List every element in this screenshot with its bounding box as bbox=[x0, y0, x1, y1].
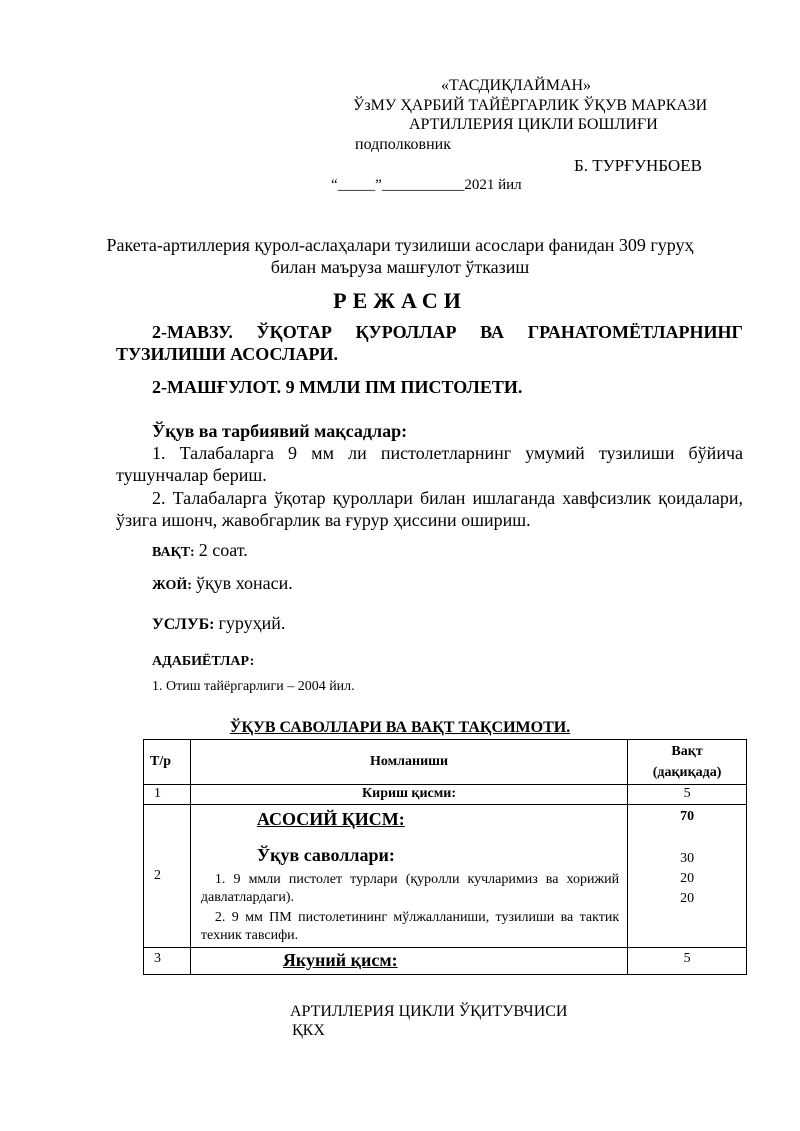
schedule-table-title: ЎҚУВ САВОЛЛАРИ ВА ВАҚТ ТАҚСИМОТИ. bbox=[229, 719, 571, 736]
approve-stamp-title: «ТАСДИҚЛАЙМАН» bbox=[441, 77, 592, 94]
goal-item-2: 2. Талабаларга ўқотар қуроллари билан ишлаганда хавфсизлик қоидалари, ўзига ишонч, жавобгарлик ва ғурур ҳиссини ошириш. bbox=[116, 488, 743, 530]
topic-title: 2-МАВЗУ. ЎҚОТАР ҚУРОЛЛАР ВА ГРАНАТОМЁТЛАРНИНГ ТУЗИЛИШИ АСОСЛАРИ. bbox=[116, 322, 743, 364]
row2-q1-time: 20 bbox=[680, 871, 695, 886]
row3-name: Якуний қисм: bbox=[190, 948, 627, 975]
row3-time: 5 bbox=[628, 948, 747, 975]
lesson-title: 2-МАШҒУЛОТ. 9 ММЛИ ПМ ПИСТОЛЕТИ. bbox=[152, 377, 523, 397]
row1-num: 1 bbox=[144, 785, 191, 805]
time-row bbox=[152, 540, 248, 561]
method-value: гуруҳий. bbox=[218, 613, 286, 633]
approve-position: АРТИЛЛЕРИЯ ЦИКЛИ БОШЛИҒИ bbox=[409, 116, 658, 133]
time-label: ВАҚТ: bbox=[152, 545, 195, 560]
row2-num: 2 bbox=[144, 805, 191, 948]
row2-main-time: 70 bbox=[680, 809, 695, 824]
row2-q2-time: 20 bbox=[680, 891, 695, 906]
header-name: Номланиши bbox=[190, 740, 627, 785]
literature-item-1: 1. Отиш тайёргарлиги – 2004 йил. bbox=[152, 679, 355, 694]
row3-num: 3 bbox=[144, 948, 191, 975]
row2-question-1: 1. 9 ммли пистолет турлари (қуролли кучларимиз ва хорижий давлатлардаги). bbox=[200, 872, 620, 905]
table-row bbox=[144, 805, 747, 948]
time-value: 2 соат. bbox=[198, 540, 248, 560]
method-row bbox=[152, 613, 285, 634]
approve-rank: подполковник bbox=[355, 136, 451, 153]
header-time bbox=[628, 740, 747, 785]
method-label: УСЛУБ: bbox=[152, 616, 215, 633]
row1-name: Кириш қисми: bbox=[190, 785, 627, 805]
approve-signatory-name: Б. ТУРҒУНБОЕВ bbox=[574, 156, 702, 175]
row1-time: 5 bbox=[628, 785, 747, 805]
document-title: РЕЖАСИ bbox=[333, 288, 467, 313]
table-row bbox=[144, 785, 747, 805]
approve-center-name: ЎзМУ ҲАРБИЙ ТАЙЁРГАРЛИК ЎҚУВ МАРКАЗИ bbox=[353, 97, 708, 114]
row2-questions-time: 30 bbox=[680, 851, 695, 866]
row2-time bbox=[628, 805, 747, 948]
row2-main-part: АСОСИЙ ҚИСМ: bbox=[256, 809, 405, 829]
approve-date: “_____”___________2021 йил bbox=[331, 177, 522, 193]
table-header-row bbox=[144, 740, 747, 785]
goals-title: Ўқув ва тарбиявий мақсадлар: bbox=[152, 421, 408, 441]
signature-position: АРТИЛЛЕРИЯ ЦИКЛИ ЎҚИТУВЧИСИ bbox=[290, 1003, 568, 1020]
place-value: ўқув хонаси. bbox=[195, 573, 293, 593]
row2-content bbox=[190, 805, 627, 948]
literature-label: АДАБИЁТЛАР: bbox=[152, 654, 255, 669]
document-heading-line1: Ракета-артиллерия қурол-аслаҳалари тузилиши асослари фанидан 309 гуруҳ bbox=[106, 235, 694, 255]
table-row bbox=[144, 948, 747, 975]
row2-questions-title: Ўқув саволлари: bbox=[256, 845, 395, 865]
place-label: ЖОЙ: bbox=[152, 578, 192, 593]
header-time-line1: Вақт bbox=[671, 744, 703, 759]
header-num: Т/р bbox=[144, 740, 191, 785]
document-heading-line2: билан маъруза машғулот ўтказиш bbox=[270, 257, 530, 277]
goal-item-1: 1. Талабаларга 9 мм ли пистолетларнинг умумий тузилиши бўйича тушунчалар бериш. bbox=[116, 443, 743, 485]
signature-rank: ҚКХ bbox=[292, 1022, 325, 1039]
place-row bbox=[152, 573, 293, 594]
row2-question-2: 2. 9 мм ПМ пистолетининг мўлжалланиши, тузилиши ва тактик техник тавсифи. bbox=[200, 910, 620, 943]
schedule-table bbox=[143, 739, 747, 975]
header-time-line2: (дақиқада) bbox=[652, 765, 722, 780]
